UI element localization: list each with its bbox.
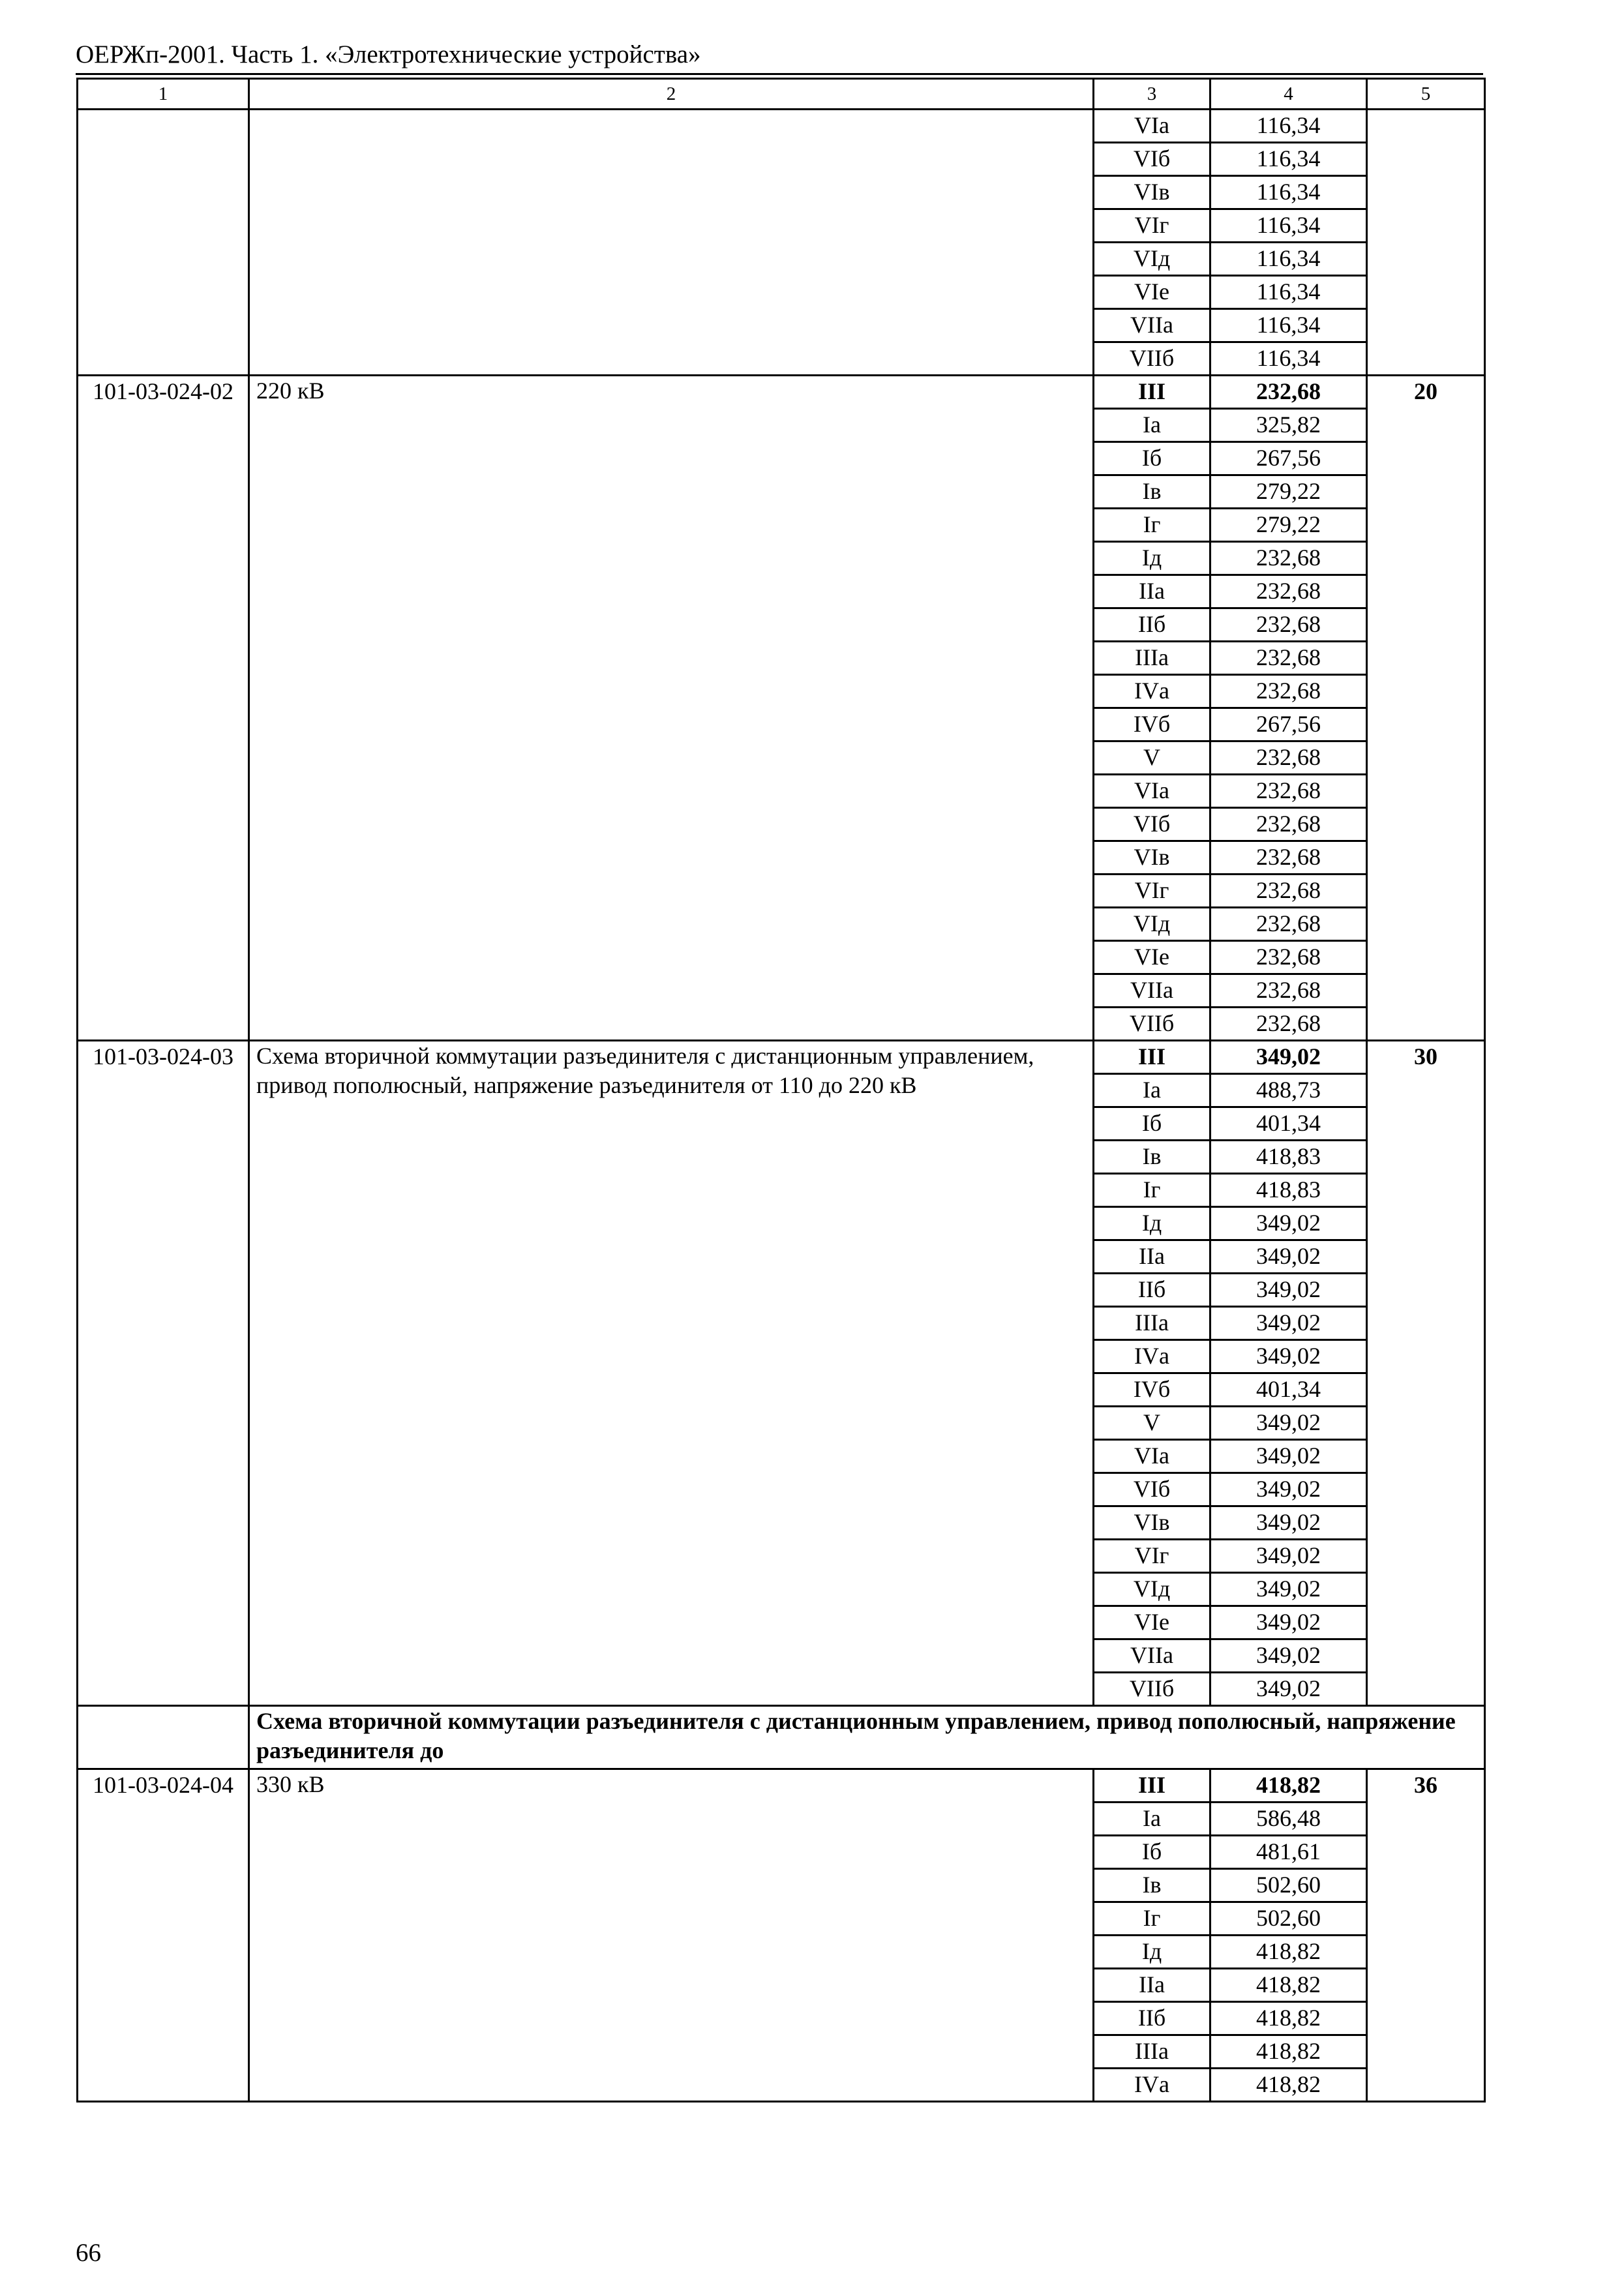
zone-cell: III [1094,376,1210,409]
table-row [78,1041,1485,1074]
zone-cell: VIе [1094,276,1210,309]
value-cell: 232,68 [1210,675,1367,708]
value-cell: 349,02 [1210,1407,1367,1440]
zone-cell: V [1094,1407,1210,1440]
zone-cell: VIе [1094,1606,1210,1639]
zone-cell: Iв [1094,1869,1210,1902]
value-cell: 232,68 [1210,376,1367,409]
column-number-5: 5 [1367,79,1485,110]
zone-cell: VIд [1094,908,1210,941]
column-number-3: 3 [1094,79,1210,110]
value-cell: 267,56 [1210,708,1367,741]
value-cell: 349,02 [1210,1041,1367,1074]
zone-cell: IIа [1094,1969,1210,2002]
zone-cell: III [1094,1041,1210,1074]
value-cell: 116,34 [1210,110,1367,143]
zone-cell: IIа [1094,1240,1210,1274]
zone-cell: IVа [1094,1340,1210,1373]
header-rule [76,73,1483,75]
table-row [78,1769,1485,1803]
value-cell: 349,02 [1210,1440,1367,1473]
value-cell: 349,02 [1210,1639,1367,1673]
column-number-row [78,79,1485,110]
code-cell-empty [78,110,249,376]
zone-cell: IIа [1094,575,1210,608]
value-cell: 232,68 [1210,775,1367,808]
zone-cell: IVб [1094,1373,1210,1407]
value-cell: 349,02 [1210,1506,1367,1540]
value-cell: 279,22 [1210,475,1367,509]
zone-cell: VIг [1094,209,1210,243]
rates-table [76,78,1486,2102]
value-cell: 418,82 [1210,2069,1367,2102]
zone-cell: Iа [1094,409,1210,442]
zone-cell: Iв [1094,1141,1210,1174]
zone-cell: VIв [1094,841,1210,875]
value-cell: 232,68 [1210,908,1367,941]
value-cell: 232,68 [1210,608,1367,642]
description-cell-empty [249,110,1094,376]
value-cell: 349,02 [1210,1473,1367,1506]
value-cell: 401,34 [1210,1107,1367,1141]
value-cell: 488,73 [1210,1074,1367,1107]
zone-cell: VIб [1094,1473,1210,1506]
col5-cell: 20 [1367,376,1485,1041]
value-cell: 232,68 [1210,974,1367,1008]
value-cell: 349,02 [1210,1573,1367,1606]
zone-cell: VIIб [1094,342,1210,376]
zone-cell: VIIб [1094,1673,1210,1706]
code-cell: 101-03-024-04 [78,1769,249,2102]
zone-cell: VIIа [1094,309,1210,342]
value-cell: 418,82 [1210,2035,1367,2069]
value-cell: 349,02 [1210,1207,1367,1240]
value-cell: 116,34 [1210,342,1367,376]
value-cell: 418,82 [1210,1969,1367,2002]
zone-cell: Iг [1094,1174,1210,1207]
zone-cell: Iв [1094,475,1210,509]
code-cell: 101-03-024-02 [78,376,249,1041]
value-cell: 418,82 [1210,2002,1367,2035]
zone-cell: VIд [1094,243,1210,276]
zone-cell: VIг [1094,875,1210,908]
description-cell: 220 кВ [249,376,1094,1041]
zone-cell: IIIа [1094,642,1210,675]
zone-cell: IIIа [1094,1307,1210,1340]
zone-cell: Iг [1094,1902,1210,1936]
value-cell: 418,82 [1210,1769,1367,1803]
section-heading-row [78,1706,1485,1769]
value-cell: 401,34 [1210,1373,1367,1407]
value-cell: 116,34 [1210,176,1367,209]
zone-cell: V [1094,741,1210,775]
value-cell: 325,82 [1210,409,1367,442]
zone-cell: Iб [1094,442,1210,475]
zone-cell: Iа [1094,1803,1210,1836]
value-cell: 232,68 [1210,941,1367,974]
value-cell: 502,60 [1210,1869,1367,1902]
rates-table-body [78,79,1485,2102]
zone-cell: Iг [1094,509,1210,542]
zone-cell: VIв [1094,176,1210,209]
value-cell: 481,61 [1210,1836,1367,1869]
section-heading: Схема вторичной коммутации разъединителя с дистанционным управлением, привод пополюсный, напряжение разъединителя до [249,1706,1485,1769]
zone-cell: VIг [1094,1540,1210,1573]
zone-cell: VIа [1094,775,1210,808]
value-cell: 116,34 [1210,243,1367,276]
zone-cell: IIIа [1094,2035,1210,2069]
value-cell: 418,82 [1210,1936,1367,1969]
column-number-2: 2 [249,79,1094,110]
zone-cell: Iд [1094,1936,1210,1969]
value-cell: 116,34 [1210,209,1367,243]
zone-cell: VIIб [1094,1008,1210,1041]
zone-cell: Iб [1094,1836,1210,1869]
value-cell: 349,02 [1210,1340,1367,1373]
page-number: 66 [76,2239,101,2267]
zone-cell: VIв [1094,1506,1210,1540]
zone-cell: IIб [1094,1274,1210,1307]
value-cell: 232,68 [1210,542,1367,575]
zone-cell: IVа [1094,675,1210,708]
zone-cell: Iд [1094,542,1210,575]
section-code-empty [78,1706,249,1769]
value-cell: 349,02 [1210,1240,1367,1274]
col5-cell-empty [1367,110,1485,376]
zone-cell: IVа [1094,2069,1210,2102]
zone-cell: Iа [1094,1074,1210,1107]
zone-cell: VIIа [1094,974,1210,1008]
value-cell: 418,83 [1210,1141,1367,1174]
zone-cell: Iб [1094,1107,1210,1141]
value-cell: 232,68 [1210,875,1367,908]
value-cell: 502,60 [1210,1902,1367,1936]
zone-cell: VIIа [1094,1639,1210,1673]
table-row [78,376,1485,409]
value-cell: 232,68 [1210,808,1367,841]
value-cell: 116,34 [1210,309,1367,342]
value-cell: 232,68 [1210,575,1367,608]
value-cell: 279,22 [1210,509,1367,542]
code-cell: 101-03-024-03 [78,1041,249,1706]
running-header: ОЕРЖп-2001. Часть 1. «Электротехнические устройства» [76,40,701,68]
col5-cell: 30 [1367,1041,1485,1706]
description-cell: 330 кВ [249,1769,1094,2102]
table-row [78,110,1485,143]
col5-cell: 36 [1367,1769,1485,2102]
zone-cell: III [1094,1769,1210,1803]
value-cell: 116,34 [1210,276,1367,309]
zone-cell: VIе [1094,941,1210,974]
column-number-1: 1 [78,79,249,110]
description-cell: Схема вторичной коммутации разъединителя с дистанционным управлением, привод пополюсный, напряжение разъединителя от 110 до 220 кВ [249,1041,1094,1706]
zone-cell: VIа [1094,110,1210,143]
value-cell: 116,34 [1210,143,1367,176]
zone-cell: VIа [1094,1440,1210,1473]
value-cell: 232,68 [1210,1008,1367,1041]
value-cell: 586,48 [1210,1803,1367,1836]
zone-cell: VIд [1094,1573,1210,1606]
value-cell: 232,68 [1210,642,1367,675]
value-cell: 418,83 [1210,1174,1367,1207]
zone-cell: VIб [1094,143,1210,176]
value-cell: 349,02 [1210,1307,1367,1340]
column-number-4: 4 [1210,79,1367,110]
value-cell: 349,02 [1210,1673,1367,1706]
zone-cell: IIб [1094,608,1210,642]
zone-cell: VIб [1094,808,1210,841]
value-cell: 349,02 [1210,1606,1367,1639]
value-cell: 232,68 [1210,841,1367,875]
zone-cell: IIб [1094,2002,1210,2035]
value-cell: 349,02 [1210,1540,1367,1573]
value-cell: 232,68 [1210,741,1367,775]
value-cell: 267,56 [1210,442,1367,475]
value-cell: 349,02 [1210,1274,1367,1307]
zone-cell: Iд [1094,1207,1210,1240]
zone-cell: IVб [1094,708,1210,741]
